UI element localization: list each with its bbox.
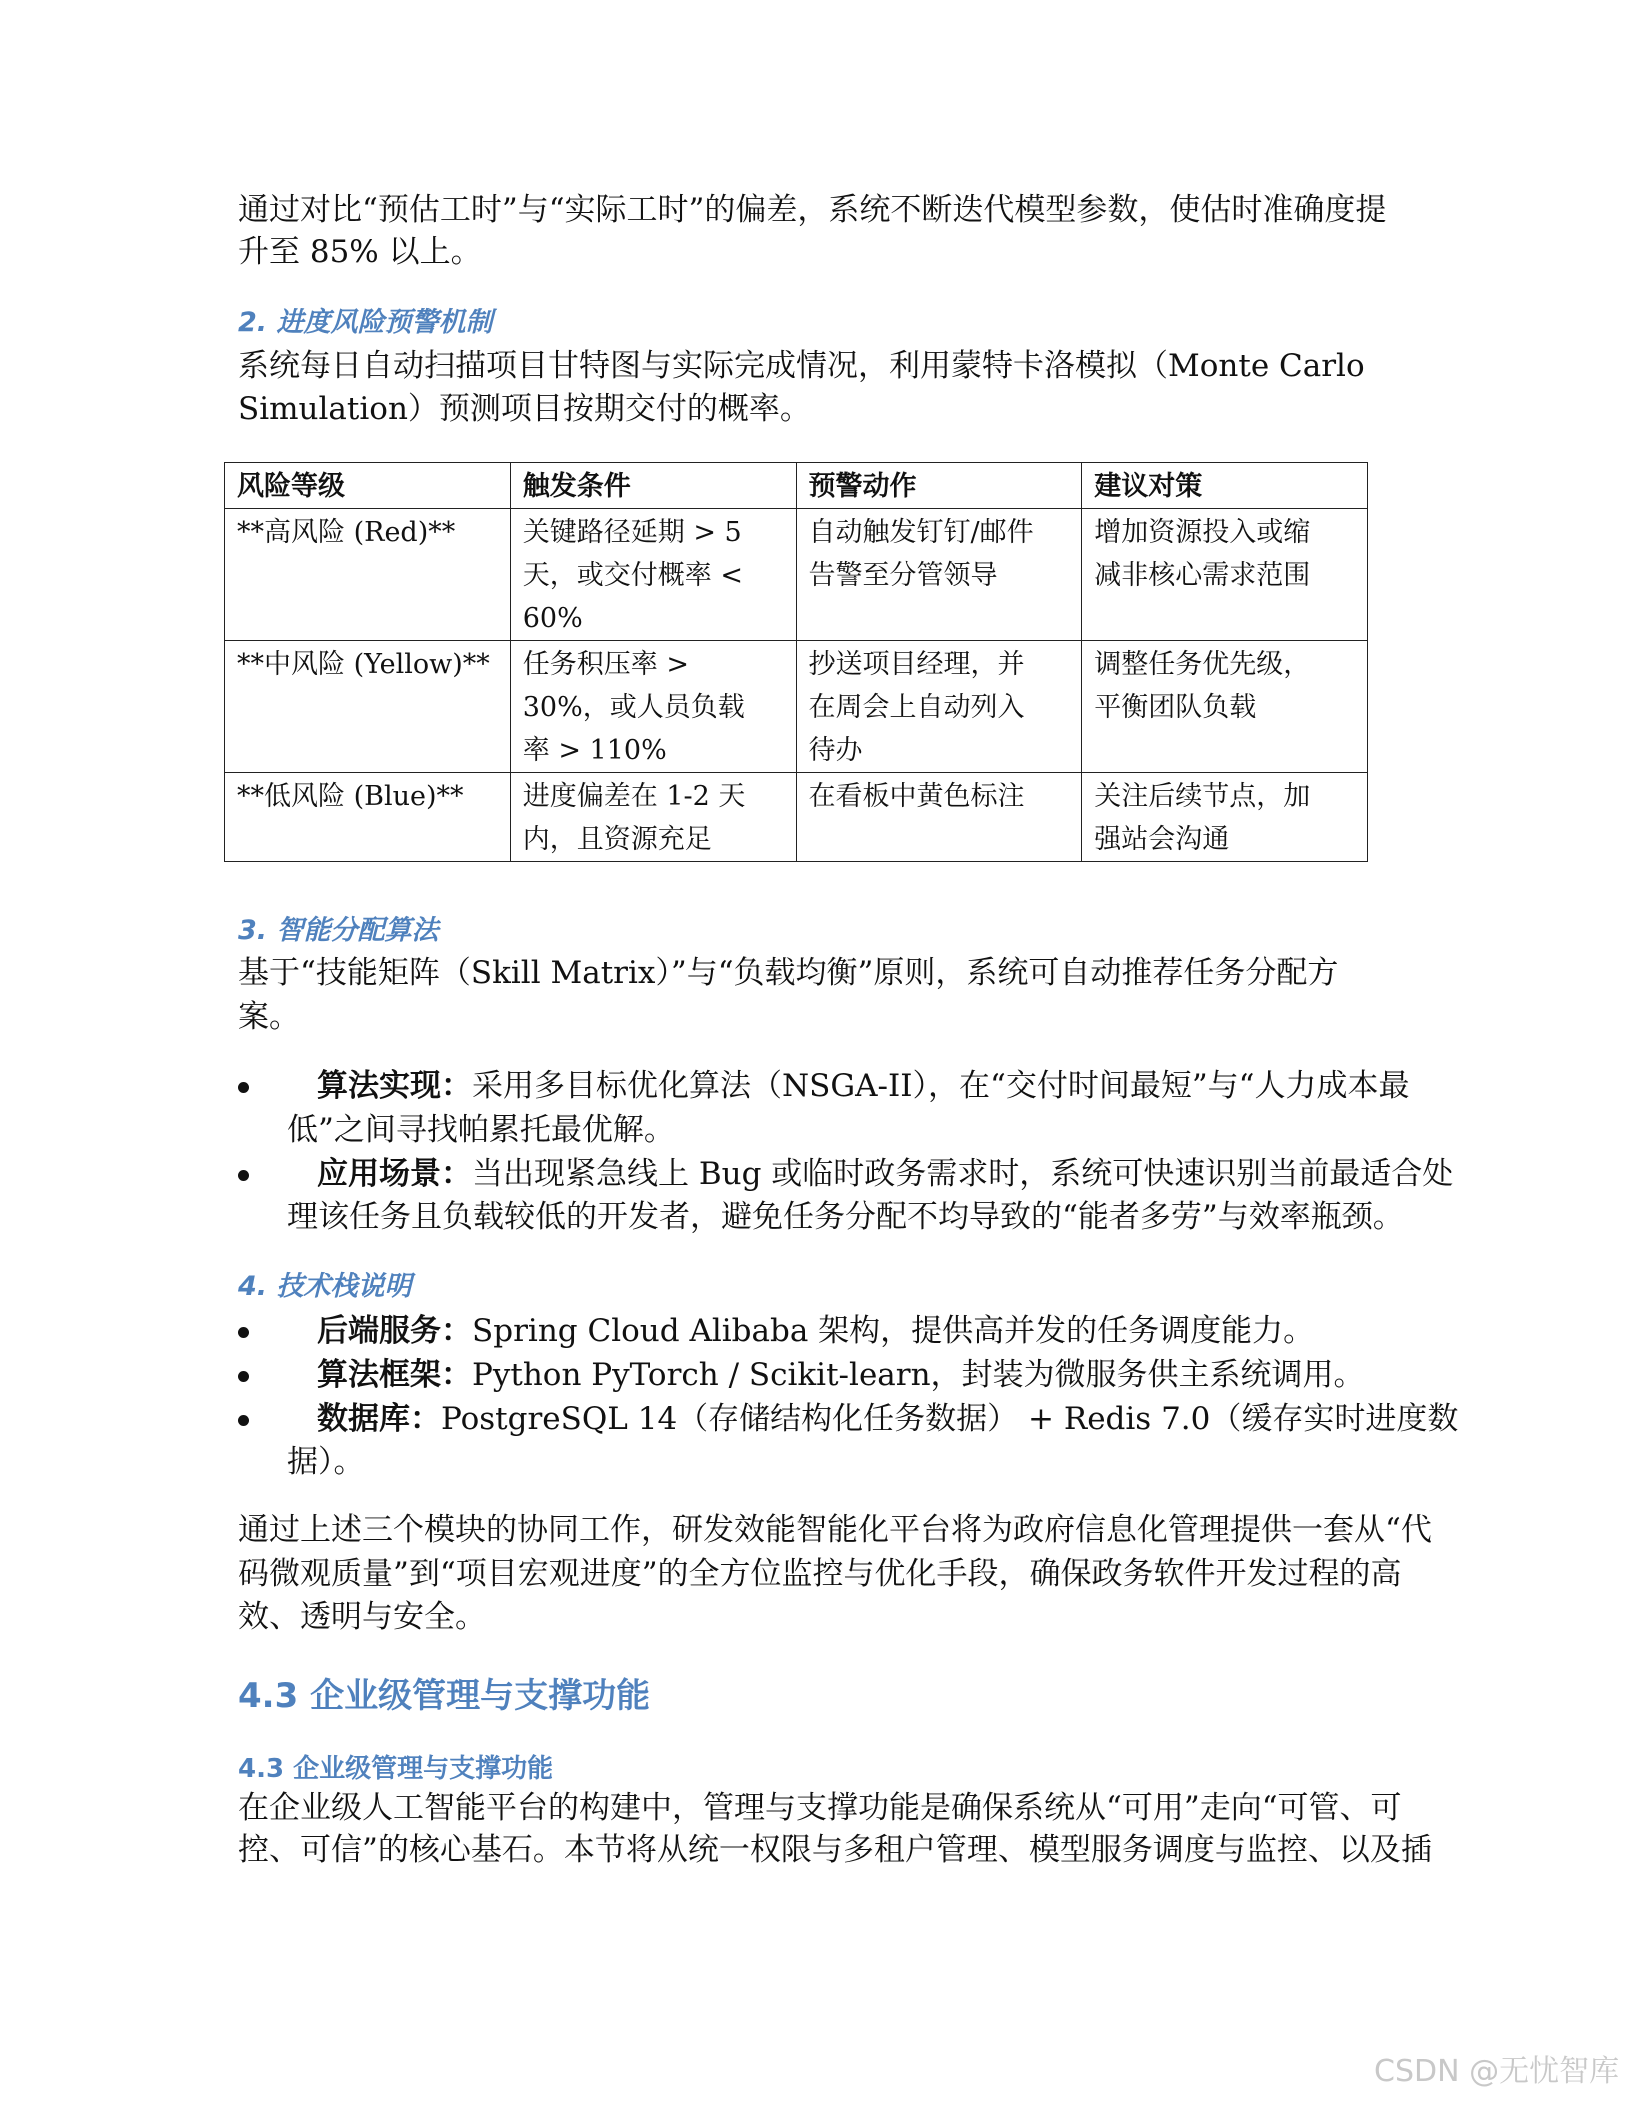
table-cell bbox=[510, 773, 796, 862]
table-row bbox=[225, 641, 1368, 773]
table-cell bbox=[796, 641, 1082, 773]
list-item bbox=[317, 1311, 1314, 1351]
cell-line: 率 > 110% bbox=[522, 735, 667, 766]
table-cell bbox=[1082, 773, 1368, 862]
cell-line: **低风险 (Blue)** bbox=[237, 781, 464, 812]
header-cell: 触发条件 bbox=[510, 463, 796, 509]
text-line: 码微观质量”到“项目宏观进度”的全方位监控与优化手段，确保政务软件开发过程的高 bbox=[238, 1556, 1402, 1592]
table-cell bbox=[225, 509, 511, 641]
section-heading-tech-stack: 4. 技术栈说明 bbox=[238, 1271, 412, 1302]
text-line: 效、透明与安全。 bbox=[238, 1599, 486, 1635]
table-body bbox=[225, 509, 1368, 862]
table-cell bbox=[1082, 509, 1368, 641]
header-cell: 建议对策 bbox=[1082, 463, 1368, 509]
cell-line: 告警至分管领导 bbox=[808, 560, 998, 591]
bullet-icon bbox=[238, 1415, 249, 1426]
list-item bbox=[317, 1355, 1365, 1395]
text-line: 通过上述三个模块的协同工作，研发效能智能化平台将为政府信息化管理提供一套从“代 bbox=[238, 1512, 1432, 1548]
bullet-icon bbox=[238, 1082, 249, 1093]
cell-line: 调整任务优先级， bbox=[1094, 649, 1311, 680]
cell-line: 待办 bbox=[808, 735, 863, 766]
cell-line: 关键路径延期 > 5 bbox=[522, 517, 742, 548]
bullet-text: 当出现紧急线上 Bug 或临时政务需求时，系统可快速识别当前最适合处 bbox=[472, 1156, 1454, 1192]
table-cell bbox=[796, 773, 1082, 862]
cell-line: **高风险 (Red)** bbox=[237, 517, 456, 548]
risk-table bbox=[224, 462, 1368, 862]
watermark: CSDN @无忧智库 bbox=[1374, 2054, 1620, 2089]
text-line: Simulation）预测项目按期交付的概率。 bbox=[238, 391, 811, 427]
subsection-heading: 4.3 企业级管理与支撑功能 bbox=[238, 1754, 554, 1784]
cell-line: 平衡团队负载 bbox=[1094, 692, 1257, 723]
bullet-icon bbox=[238, 1170, 249, 1181]
cell-line: 强站会沟通 bbox=[1094, 824, 1230, 855]
list-item bbox=[317, 1154, 1453, 1194]
table-cell bbox=[510, 509, 796, 641]
bullet-text: Spring Cloud Alibaba 架构，提供高并发的任务调度能力。 bbox=[472, 1313, 1315, 1349]
bullet-icon bbox=[238, 1371, 249, 1382]
table-cell bbox=[225, 773, 511, 862]
table-row bbox=[225, 773, 1368, 862]
cell-line: 进度偏差在 1-2 天 bbox=[522, 781, 746, 812]
cell-line: 任务积压率 > bbox=[522, 649, 689, 680]
bullet-text: 采用多目标优化算法（NSGA-II），在“交付时间最短”与“人力成本最 bbox=[472, 1068, 1410, 1104]
cell-line: 在看板中黄色标注 bbox=[808, 781, 1025, 812]
text-line: 基于“技能矩阵（Skill Matrix）”与“负载均衡”原则，系统可自动推荐任务分配方 bbox=[238, 955, 1339, 991]
bullet-label: 数据库： bbox=[317, 1401, 441, 1437]
text-line: 升至 85% 以上。 bbox=[238, 234, 482, 270]
list-item bbox=[317, 1399, 1458, 1439]
table-row bbox=[225, 509, 1368, 641]
cell-line: 30%，或人员负载 bbox=[522, 692, 745, 723]
list-item-continuation: 理该任务且负载较低的开发者，避免任务分配不均导致的“能者多劳”与效率瓶颈。 bbox=[287, 1199, 1404, 1235]
header-cell: 预警动作 bbox=[796, 463, 1082, 509]
cell-line: 在周会上自动列入 bbox=[808, 692, 1025, 723]
list-item-continuation: 低”之间寻找帕累托最优解。 bbox=[287, 1112, 675, 1148]
list-item-continuation: 据）。 bbox=[287, 1444, 365, 1480]
cell-line: 自动触发钉钉/邮件 bbox=[808, 517, 1034, 548]
table-cell bbox=[225, 641, 511, 773]
cell-line: 减非核心需求范围 bbox=[1094, 560, 1311, 591]
cell-line: 60% bbox=[522, 603, 583, 634]
text-line: 在企业级人工智能平台的构建中，管理与支撑功能是确保系统从“可用”走向“可管、可 bbox=[238, 1790, 1402, 1826]
cell-line: 抄送项目经理，并 bbox=[808, 649, 1025, 680]
list-item bbox=[317, 1066, 1410, 1106]
text-line: 系统每日自动扫描项目甘特图与实际完成情况，利用蒙特卡洛模拟（Monte Carlo bbox=[238, 348, 1365, 384]
table-header-row bbox=[225, 463, 1368, 509]
cell-line: 内，且资源充足 bbox=[522, 824, 712, 855]
section-heading-risk-warning: 2. 进度风险预警机制 bbox=[238, 307, 493, 338]
cell-line: 关注后续节点，加 bbox=[1094, 781, 1311, 812]
bullet-text: PostgreSQL 14（存储结构化任务数据） + Redis 7.0（缓存实时进度数 bbox=[441, 1401, 1459, 1437]
bullet-icon bbox=[238, 1327, 249, 1338]
table-cell bbox=[510, 641, 796, 773]
chapter-heading: 4.3 企业级管理与支撑功能 bbox=[238, 1676, 651, 1716]
text-line: 通过对比“预估工时”与“实际工时”的偏差，系统不断迭代模型参数，使估时准确度提 bbox=[238, 192, 1387, 228]
table-cell bbox=[796, 509, 1082, 641]
text-line: 控、可信”的核心基石。本节将从统一权限与多租户管理、模型服务调度与监控、以及插 bbox=[238, 1832, 1432, 1868]
table-cell bbox=[1082, 641, 1368, 773]
cell-line: **中风险 (Yellow)** bbox=[237, 649, 490, 680]
bullet-label: 算法框架： bbox=[317, 1357, 472, 1393]
section-heading-smart-allocation: 3. 智能分配算法 bbox=[238, 915, 439, 946]
cell-line: 增加资源投入或缩 bbox=[1094, 517, 1311, 548]
bullet-label: 后端服务： bbox=[317, 1313, 472, 1349]
bullet-text: Python PyTorch / Scikit-learn，封装为微服务供主系统调用。 bbox=[472, 1357, 1365, 1393]
header-cell: 风险等级 bbox=[225, 463, 511, 509]
bullet-label: 应用场景： bbox=[317, 1156, 472, 1192]
text-line: 案。 bbox=[238, 999, 300, 1035]
cell-line: 天，或交付概率 < bbox=[522, 560, 743, 591]
bullet-label: 算法实现： bbox=[317, 1068, 472, 1104]
